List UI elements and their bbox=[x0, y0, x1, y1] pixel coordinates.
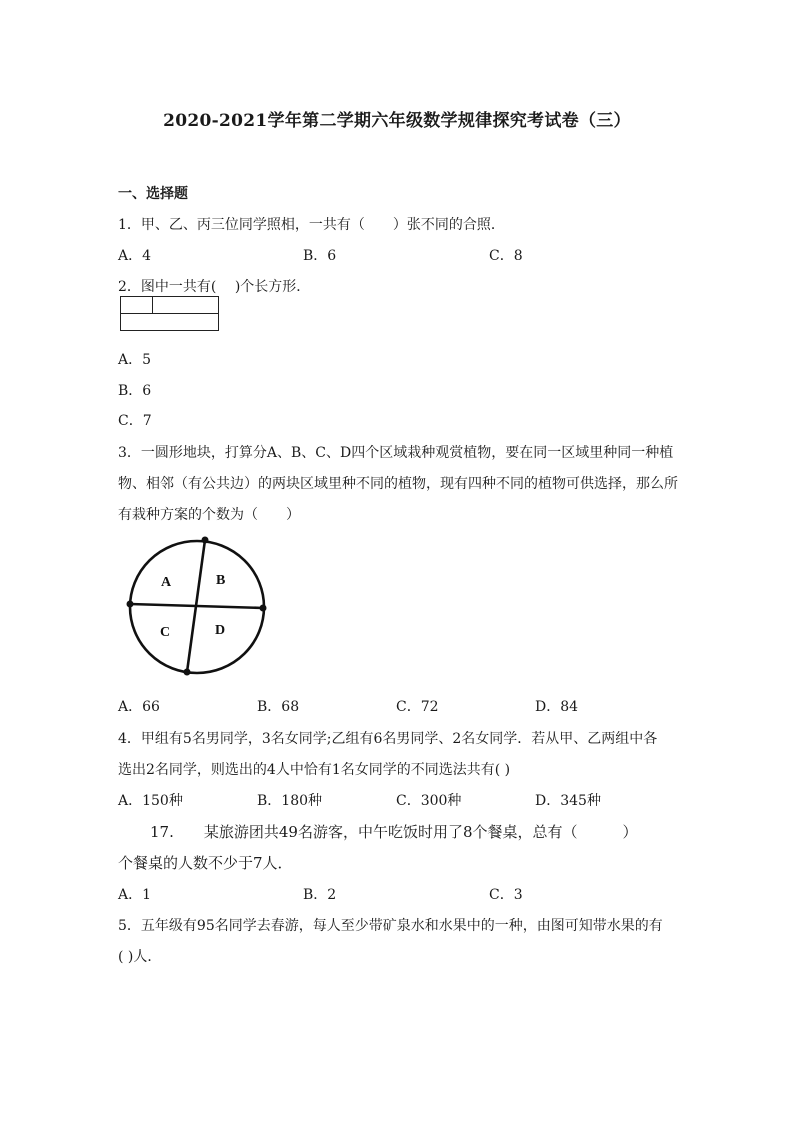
question-2-option-a: A．5 bbox=[118, 352, 152, 368]
question-1-stem: 1．甲、乙、丙三位同学照相，一共有（ ）张不同的合照． bbox=[118, 217, 505, 233]
circle-regions-diagram bbox=[120, 532, 280, 682]
page-title: 2020-2021学年第二学期六年级数学规律探究考试卷（三） bbox=[163, 111, 631, 131]
question-17-stem-line-2: 个餐桌的人数不少于7人． bbox=[118, 854, 293, 872]
question-1-option-b: B．6 bbox=[303, 248, 337, 264]
question-4-option-d: D．345种 bbox=[535, 793, 601, 809]
question-17-option-b: B．2 bbox=[303, 887, 337, 903]
region-label-c: C bbox=[160, 625, 171, 640]
question-4-option-a: A．150种 bbox=[118, 793, 183, 809]
question-2-stem: 2．图中一共有( )个长方形． bbox=[118, 279, 311, 295]
question-4-option-c: C．300种 bbox=[396, 793, 462, 809]
question-4-stem-line-2: 选出2名同学，则选出的4人中恰有1名女同学的不同选法共有( ) bbox=[118, 762, 511, 778]
rectangles-figure bbox=[120, 296, 220, 332]
region-label-a: A bbox=[161, 575, 172, 590]
region-label-d: D bbox=[215, 623, 226, 638]
question-3-option-b: B．68 bbox=[257, 699, 300, 715]
diagram-point-left bbox=[127, 601, 134, 608]
question-5-stem-line-2: ( )人． bbox=[118, 949, 162, 965]
diagram-point-top bbox=[202, 537, 209, 544]
section-heading: 一、选择题 bbox=[118, 186, 188, 202]
region-label-b: B bbox=[216, 573, 226, 588]
question-4-stem-line-1: 4．甲组有5名男同学，3名女同学;乙组有6名男同学、2名女同学．若从甲、乙两组中各 bbox=[118, 731, 658, 747]
question-4-option-b: B．180种 bbox=[257, 793, 323, 809]
question-3-option-a: A．66 bbox=[118, 699, 160, 715]
question-3-stem-line-3: 有栽种方案的个数为（ ） bbox=[118, 507, 300, 523]
diagram-point-bottom bbox=[184, 669, 191, 676]
question-2-option-c: C．7 bbox=[118, 413, 152, 429]
question-3-option-d: D．84 bbox=[535, 699, 579, 715]
question-17-option-a: A．1 bbox=[118, 887, 152, 903]
question-3-stem-line-1: 3．一圆形地块，打算分A、B、C、D四个区域栽种观赏植物，要在同一区域里种同一种植 bbox=[118, 445, 674, 461]
question-2-option-b: B．6 bbox=[118, 383, 152, 399]
question-5-stem-line-1: 5．五年级有95名同学去春游，每人至少带矿泉水和水果中的一种，由图可知带水果的有 bbox=[118, 918, 663, 934]
question-3-stem-line-2: 物、相邻（有公共边）的两块区域里种不同的植物，现有四种不同的植物可供选择，那么所 bbox=[118, 476, 678, 492]
diagram-point-right bbox=[260, 605, 267, 612]
question-17-option-c: C．3 bbox=[489, 887, 523, 903]
question-1-option-c: C．8 bbox=[489, 248, 523, 264]
question-1-option-a: A．4 bbox=[118, 248, 152, 264]
question-17-stem-line-1: 17. 某旅游团共49名游客，中午吃饭时用了8个餐桌，总有（ ） bbox=[150, 823, 638, 841]
question-3-option-c: C．72 bbox=[396, 699, 439, 715]
